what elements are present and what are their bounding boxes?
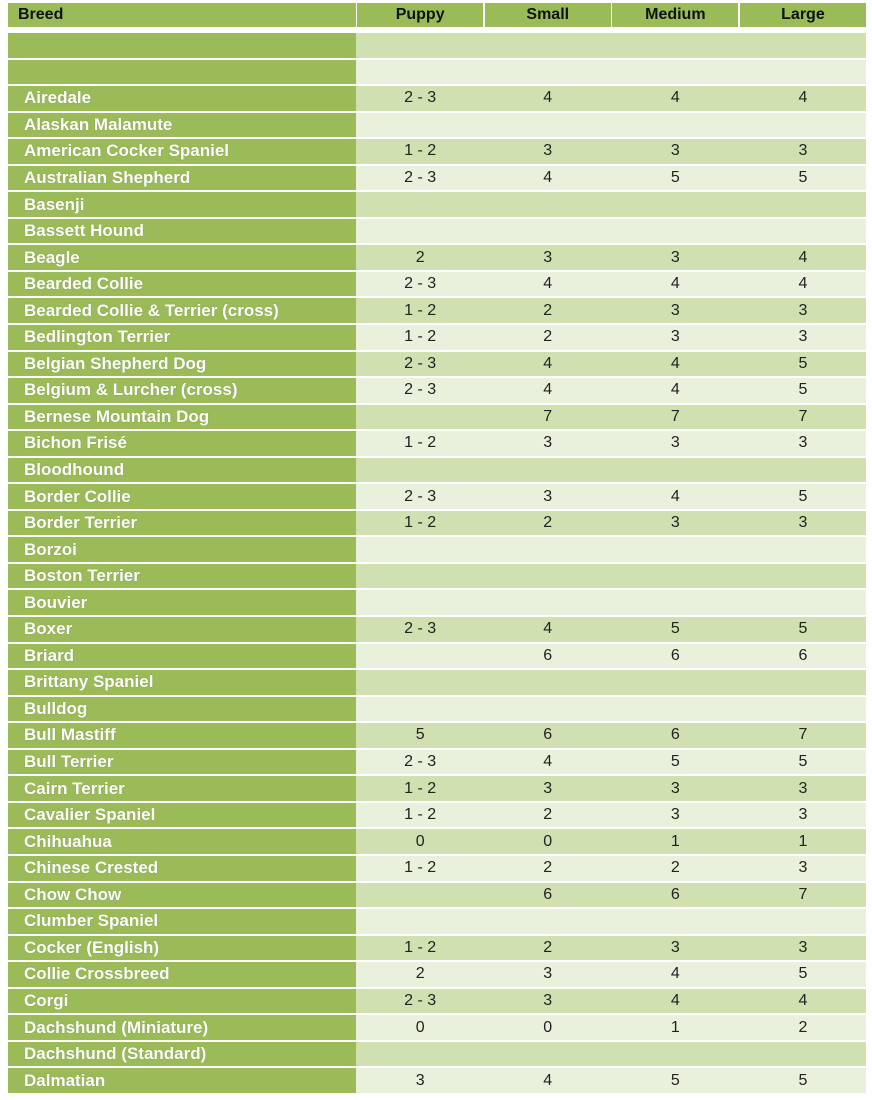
- puppy-cell: [357, 1042, 483, 1067]
- small-cell: 3: [485, 484, 611, 509]
- puppy-cell: 1 - 2: [357, 431, 483, 456]
- small-cell: [485, 697, 611, 722]
- puppy-cell: 1 - 2: [357, 511, 483, 536]
- medium-cell: [612, 113, 738, 138]
- puppy-cell: 2: [357, 245, 483, 270]
- large-cell: 4: [740, 272, 866, 297]
- small-cell: 0: [485, 829, 611, 854]
- puppy-cell: [357, 670, 483, 695]
- small-cell: 6: [485, 883, 611, 908]
- puppy-cell: 3: [357, 1068, 483, 1093]
- puppy-cell: 2 - 3: [357, 750, 483, 775]
- large-cell: 3: [740, 936, 866, 961]
- table-row: [8, 1068, 866, 1093]
- small-cell: 4: [485, 378, 611, 403]
- medium-cell: 2: [612, 856, 738, 881]
- breed-cell: Briard: [8, 644, 356, 669]
- medium-cell: 4: [612, 962, 738, 987]
- breed-cell: Clumber Spaniel: [8, 909, 356, 934]
- table-row: [8, 670, 866, 695]
- breed-cell: American Cocker Spaniel: [8, 139, 356, 164]
- large-cell: [740, 60, 866, 85]
- breed-cell: Bloodhound: [8, 458, 356, 483]
- puppy-cell: 2 - 3: [357, 484, 483, 509]
- small-cell: 4: [485, 617, 611, 642]
- table-row: [8, 856, 866, 881]
- small-cell: [485, 537, 611, 562]
- puppy-cell: 2 - 3: [357, 617, 483, 642]
- medium-cell: 6: [612, 723, 738, 748]
- large-cell: 3: [740, 856, 866, 881]
- medium-cell: 7: [612, 405, 738, 430]
- table-row: [8, 139, 866, 164]
- column-header-small: Small: [485, 3, 611, 27]
- small-cell: 3: [485, 245, 611, 270]
- medium-cell: 3: [612, 298, 738, 323]
- table-row: [8, 60, 866, 85]
- medium-cell: 3: [612, 431, 738, 456]
- large-cell: 5: [740, 484, 866, 509]
- large-cell: 5: [740, 1068, 866, 1093]
- large-cell: 3: [740, 298, 866, 323]
- puppy-cell: [357, 33, 483, 58]
- table-row: [8, 723, 866, 748]
- puppy-cell: 1 - 2: [357, 325, 483, 350]
- medium-cell: 4: [612, 484, 738, 509]
- large-cell: 3: [740, 325, 866, 350]
- table-row: [8, 617, 866, 642]
- large-cell: 3: [740, 139, 866, 164]
- small-cell: 2: [485, 856, 611, 881]
- table-row: [8, 697, 866, 722]
- table-row: [8, 192, 866, 217]
- breed-cell: Collie Crossbreed: [8, 962, 356, 987]
- breed-cell: Bull Terrier: [8, 750, 356, 775]
- puppy-cell: 1 - 2: [357, 776, 483, 801]
- breed-table: [8, 3, 866, 1095]
- large-cell: 3: [740, 511, 866, 536]
- puppy-cell: [357, 909, 483, 934]
- breed-cell: Border Collie: [8, 484, 356, 509]
- breed-cell: Bassett Hound: [8, 219, 356, 244]
- puppy-cell: [357, 458, 483, 483]
- table-row: [8, 909, 866, 934]
- medium-cell: [612, 564, 738, 589]
- small-cell: 6: [485, 644, 611, 669]
- medium-cell: 5: [612, 617, 738, 642]
- small-cell: 3: [485, 776, 611, 801]
- table-row: [8, 962, 866, 987]
- large-cell: 5: [740, 166, 866, 191]
- large-cell: 1: [740, 829, 866, 854]
- large-cell: 4: [740, 989, 866, 1014]
- breed-cell: Belgian Shepherd Dog: [8, 352, 356, 377]
- puppy-cell: [357, 219, 483, 244]
- medium-cell: 5: [612, 1068, 738, 1093]
- table-row: [8, 803, 866, 828]
- breed-cell: Bulldog: [8, 697, 356, 722]
- puppy-cell: 1 - 2: [357, 936, 483, 961]
- breed-cell: Belgium & Lurcher (cross): [8, 378, 356, 403]
- column-header-breed: Breed: [8, 3, 356, 27]
- table-row: [8, 1015, 866, 1040]
- small-cell: 0: [485, 1015, 611, 1040]
- small-cell: 4: [485, 750, 611, 775]
- small-cell: 2: [485, 936, 611, 961]
- medium-cell: [612, 670, 738, 695]
- medium-cell: 4: [612, 272, 738, 297]
- small-cell: 4: [485, 352, 611, 377]
- table-row: [8, 883, 866, 908]
- puppy-cell: [357, 113, 483, 138]
- small-cell: [485, 1042, 611, 1067]
- medium-cell: [612, 1042, 738, 1067]
- puppy-cell: 1 - 2: [357, 298, 483, 323]
- puppy-cell: 2 - 3: [357, 272, 483, 297]
- medium-cell: [612, 458, 738, 483]
- table-row: [8, 272, 866, 297]
- large-cell: 5: [740, 750, 866, 775]
- puppy-cell: 2 - 3: [357, 166, 483, 191]
- small-cell: 3: [485, 139, 611, 164]
- column-header-medium: Medium: [612, 3, 738, 27]
- large-cell: 7: [740, 723, 866, 748]
- small-cell: 2: [485, 803, 611, 828]
- large-cell: [740, 192, 866, 217]
- large-cell: [740, 458, 866, 483]
- medium-cell: 5: [612, 750, 738, 775]
- medium-cell: 6: [612, 644, 738, 669]
- puppy-cell: [357, 644, 483, 669]
- puppy-cell: [357, 192, 483, 217]
- breed-cell: Dachshund (Standard): [8, 1042, 356, 1067]
- table-row: [8, 113, 866, 138]
- small-cell: 4: [485, 86, 611, 111]
- medium-cell: [612, 219, 738, 244]
- small-cell: 3: [485, 962, 611, 987]
- table-row: [8, 219, 866, 244]
- table-row: [8, 86, 866, 111]
- medium-cell: 4: [612, 352, 738, 377]
- large-cell: [740, 590, 866, 615]
- puppy-cell: 0: [357, 829, 483, 854]
- small-cell: 4: [485, 1068, 611, 1093]
- puppy-cell: 2: [357, 962, 483, 987]
- table-row: [8, 511, 866, 536]
- medium-cell: [612, 537, 738, 562]
- medium-cell: 3: [612, 936, 738, 961]
- small-cell: [485, 219, 611, 244]
- puppy-cell: 2 - 3: [357, 86, 483, 111]
- large-cell: [740, 1042, 866, 1067]
- table-row: [8, 166, 866, 191]
- medium-cell: 3: [612, 139, 738, 164]
- large-cell: 7: [740, 405, 866, 430]
- puppy-cell: 2 - 3: [357, 378, 483, 403]
- large-cell: [740, 697, 866, 722]
- breed-cell: Dalmatian: [8, 1068, 356, 1093]
- medium-cell: 1: [612, 829, 738, 854]
- breed-cell: Chinese Crested: [8, 856, 356, 881]
- puppy-cell: 1 - 2: [357, 139, 483, 164]
- small-cell: [485, 60, 611, 85]
- large-cell: 7: [740, 883, 866, 908]
- puppy-cell: 5: [357, 723, 483, 748]
- breed-cell: Chihuahua: [8, 829, 356, 854]
- small-cell: [485, 670, 611, 695]
- small-cell: 2: [485, 325, 611, 350]
- table-row: [8, 431, 866, 456]
- medium-cell: 3: [612, 325, 738, 350]
- table-row: [8, 325, 866, 350]
- table-row: [8, 537, 866, 562]
- breed-cell: Bernese Mountain Dog: [8, 405, 356, 430]
- medium-cell: 3: [612, 803, 738, 828]
- puppy-cell: 1 - 2: [357, 856, 483, 881]
- small-cell: 3: [485, 989, 611, 1014]
- table-row: [8, 378, 866, 403]
- medium-cell: 5: [612, 166, 738, 191]
- medium-cell: [612, 909, 738, 934]
- small-cell: 2: [485, 511, 611, 536]
- table-row: [8, 829, 866, 854]
- table-row: [8, 405, 866, 430]
- table-row: [8, 590, 866, 615]
- large-cell: 4: [740, 86, 866, 111]
- breed-cell: Boston Terrier: [8, 564, 356, 589]
- large-cell: 2: [740, 1015, 866, 1040]
- large-cell: 3: [740, 803, 866, 828]
- table-row: [8, 1042, 866, 1067]
- puppy-cell: 2 - 3: [357, 352, 483, 377]
- puppy-cell: [357, 537, 483, 562]
- small-cell: [485, 909, 611, 934]
- puppy-cell: 2 - 3: [357, 989, 483, 1014]
- medium-cell: 4: [612, 378, 738, 403]
- table-row: [8, 564, 866, 589]
- medium-cell: 3: [612, 511, 738, 536]
- breed-cell: Bearded Collie & Terrier (cross): [8, 298, 356, 323]
- medium-cell: [612, 33, 738, 58]
- breed-cell: Borzoi: [8, 537, 356, 562]
- table-row: [8, 776, 866, 801]
- medium-cell: [612, 697, 738, 722]
- small-cell: 7: [485, 405, 611, 430]
- breed-cell: Corgi: [8, 989, 356, 1014]
- small-cell: 2: [485, 298, 611, 323]
- breed-cell: Bichon Frisé: [8, 431, 356, 456]
- large-cell: 5: [740, 962, 866, 987]
- puppy-cell: [357, 590, 483, 615]
- small-cell: 6: [485, 723, 611, 748]
- table-row: [8, 989, 866, 1014]
- table-row: [8, 936, 866, 961]
- puppy-cell: [357, 60, 483, 85]
- column-header-large: Large: [740, 3, 866, 27]
- breed-cell: Bull Mastiff: [8, 723, 356, 748]
- breed-cell: Cairn Terrier: [8, 776, 356, 801]
- medium-cell: [612, 60, 738, 85]
- table-header-row: [8, 3, 866, 27]
- medium-cell: 3: [612, 245, 738, 270]
- table-row: [8, 484, 866, 509]
- breed-cell: Cocker (English): [8, 936, 356, 961]
- puppy-cell: [357, 883, 483, 908]
- puppy-cell: [357, 564, 483, 589]
- large-cell: 5: [740, 378, 866, 403]
- large-cell: [740, 219, 866, 244]
- large-cell: [740, 537, 866, 562]
- breed-cell: Beagle: [8, 245, 356, 270]
- table-row: [8, 298, 866, 323]
- table-row: [8, 245, 866, 270]
- puppy-cell: [357, 405, 483, 430]
- medium-cell: 1: [612, 1015, 738, 1040]
- breed-cell: Dachshund (Miniature): [8, 1015, 356, 1040]
- breed-cell: Brittany Spaniel: [8, 670, 356, 695]
- large-cell: [740, 670, 866, 695]
- large-cell: 5: [740, 617, 866, 642]
- large-cell: 3: [740, 431, 866, 456]
- breed-cell: Bouvier: [8, 590, 356, 615]
- small-cell: [485, 590, 611, 615]
- small-cell: 3: [485, 431, 611, 456]
- breed-cell: [8, 60, 356, 85]
- table-row: [8, 458, 866, 483]
- breed-cell: Cavalier Spaniel: [8, 803, 356, 828]
- puppy-cell: [357, 697, 483, 722]
- breed-cell: Border Terrier: [8, 511, 356, 536]
- puppy-cell: 0: [357, 1015, 483, 1040]
- large-cell: [740, 909, 866, 934]
- breed-cell: Bearded Collie: [8, 272, 356, 297]
- large-cell: [740, 564, 866, 589]
- large-cell: 6: [740, 644, 866, 669]
- breed-cell: Basenji: [8, 192, 356, 217]
- medium-cell: 4: [612, 86, 738, 111]
- large-cell: [740, 113, 866, 138]
- medium-cell: 3: [612, 776, 738, 801]
- small-cell: [485, 113, 611, 138]
- table-row: [8, 750, 866, 775]
- breed-cell: Bedlington Terrier: [8, 325, 356, 350]
- puppy-cell: 1 - 2: [357, 803, 483, 828]
- column-header-puppy: Puppy: [357, 3, 483, 27]
- large-cell: [740, 33, 866, 58]
- table-row: [8, 352, 866, 377]
- large-cell: 5: [740, 352, 866, 377]
- breed-cell: Australian Shepherd: [8, 166, 356, 191]
- small-cell: [485, 192, 611, 217]
- small-cell: [485, 458, 611, 483]
- medium-cell: [612, 590, 738, 615]
- breed-cell: [8, 33, 356, 58]
- breed-cell: Boxer: [8, 617, 356, 642]
- breed-cell: Airedale: [8, 86, 356, 111]
- breed-cell: Chow Chow: [8, 883, 356, 908]
- table-row: [8, 33, 866, 58]
- large-cell: 4: [740, 245, 866, 270]
- small-cell: 4: [485, 166, 611, 191]
- medium-cell: 4: [612, 989, 738, 1014]
- small-cell: [485, 564, 611, 589]
- large-cell: 3: [740, 776, 866, 801]
- breed-cell: Alaskan Malamute: [8, 113, 356, 138]
- medium-cell: [612, 192, 738, 217]
- small-cell: [485, 33, 611, 58]
- small-cell: 4: [485, 272, 611, 297]
- table-row: [8, 644, 866, 669]
- medium-cell: 6: [612, 883, 738, 908]
